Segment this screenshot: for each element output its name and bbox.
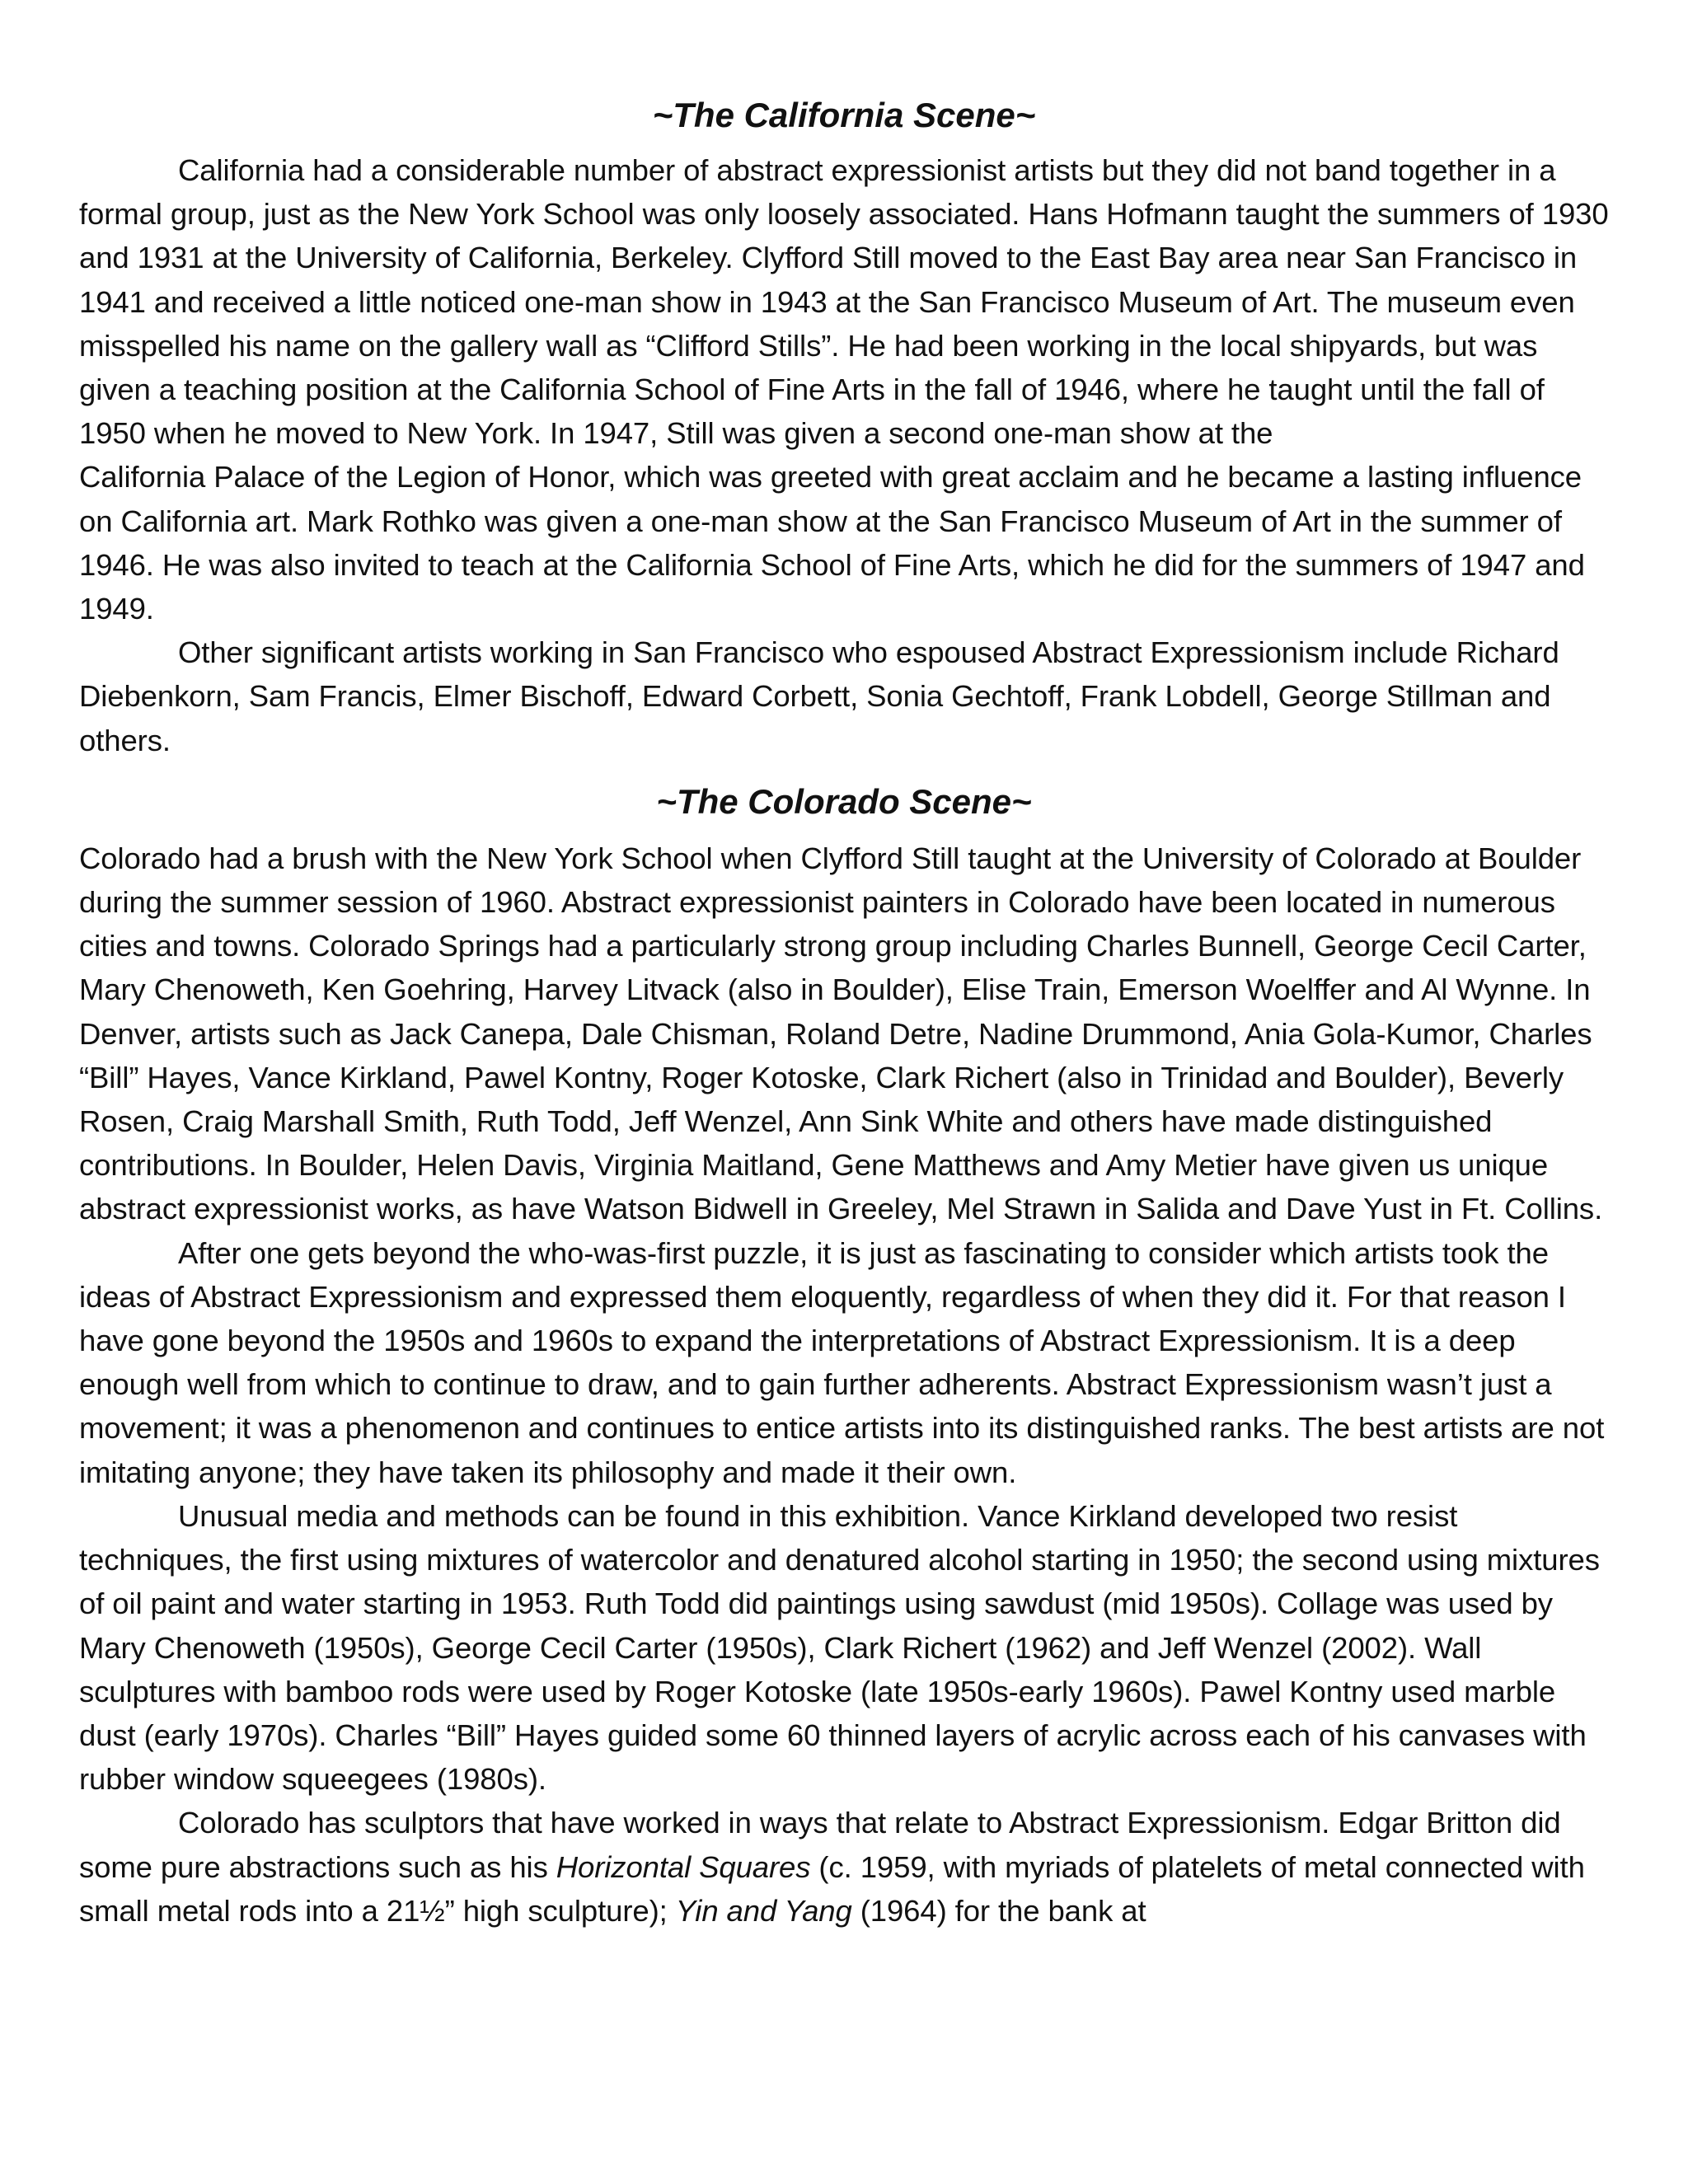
artwork-title: Horizontal Squares [556,1849,811,1884]
paragraph-text: (c. 1959, with myriads of platelets of metal connected with small metal rods into a 21½” high sculpture); [79,1849,1585,1928]
paragraph-colorado-1: Colorado had a brush with the New York School when Clyfford Still taught at the University of Colorado at Boulder during the summer session of 1960. Abstract expressionist painters in Colorado have been located in numerous cities and towns. Colorado Springs had a particularly strong group including Charles Bunnell, George Cecil Carter, Mary Chenoweth, Ken Goehring, Harvey Litvack (also in Boulder), Elise Train, Emerson Woelffer and Al Wynne. In Denver, artists such as Jack Canepa, Dale Chisman, Roland Detre, Nadine Drummond, Ania Gola-Kumor, Charles “Bill” Hayes, Vance Kirkland, Pawel Kontny, Roger Kotoske, Clark Richert (also in Trinidad and Boulder), Beverly Rosen, Craig Marshall Smith, Ruth Todd, Jeff Wenzel, Ann Sink White and others have made distinguished contributions. In Boulder, Helen Davis, Virginia Maitland, Gene Matthews and Amy Metier have given us unique abstract expressionist works, as have Watson Bidwell in Greeley, Mel Strawn in Salida and Dave Yust in Ft. Collins. [79,841,1603,1226]
paragraph-california-3: Other significant artists working in San Francisco who espoused Abstract Expressionism include Richard Diebenkorn, Sam Francis, Elmer Bischoff, Edward Corbett, Sonia Gechtoff, Frank Lobdell, George Stillman and others. [79,635,1559,757]
paragraph-california-1: California had a considerable number of abstract expressionist artists but they did not band together in a formal group, just as the New York School was only loosely associated. Hans Hofmann taught the summers of 1930 and 1931 at the University of California, Berkeley. Clyfford Still moved to the East Bay area near San Francisco in 1941 and received a little noticed one-man show in 1943 at the San Francisco Museum of Art. The museum even misspelled his name on the gallery wall as “Clifford Stills”. He had been working in the local shipyards, but was given a teaching position at the California School of Fine Arts in the fall of 1946, where he taught until the fall of 1950 when he moved to New York. In 1947, Still was given a second one-man show at the [79,153,1609,451]
paragraph-colorado-3: Unusual media and methods can be found in this exhibition. Vance Kirkland developed two resist techniques, the first using mixtures of watercolor and denatured alcohol starting in 1950; the second using mixtures of oil paint and water starting in 1953. Ruth Todd did paintings using sawdust (mid 1950s). Collage was used by Mary Chenoweth (1950s), George Cecil Carter (1950s), Clark Richert (1962) and Jeff Wenzel (2002). Wall sculptures with bamboo rods were used by Roger Kotoske (late 1950s-early 1960s). Pawel Kontny used marble dust (early 1970s). Charles “Bill” Hayes guided some 60 thinned layers of acrylic across each of his canvases with rubber window squeegees (1980s). [79,1498,1600,1797]
section-heading-colorado: ~The Colorado Scene~ [656,781,1032,821]
document-page [79,91,1609,1933]
paragraph-california-2: California Palace of the Legion of Honor, which was greeted with great acclaim and he became a lasting influence on California art. Mark Rothko was given a one-man show at the San Francisco Museum of Art in the summer of 1946. He was also invited to teach at the California School of Fine Arts, which he did for the summers of 1947 and 1949. [79,460,1585,626]
section-heading-california: ~The California Scene~ [652,96,1036,134]
paragraph-text: Colorado has sculptors that have worked in ways that relate to Abstract Expressionism. Edgar Britton did some pure abstractions such as his [79,1806,1561,1884]
paragraph-text: (1964) for the bank at [851,1893,1146,1928]
artwork-title: Yin and Yang [675,1893,852,1928]
paragraph-colorado-4 [79,1801,1609,1933]
paragraph-colorado-2: After one gets beyond the who-was-first puzzle, it is just as fascinating to consider which artists took the ideas of Abstract Expressionism and expressed them eloquently, regardless of when they did it. For that reason I have gone beyond the 1950s and 1960s to expand the interpretations of Abstract Expressionism. It is a deep enough well from which to continue to draw, and to gain further adherents. Abstract Expressionism wasn’t just a movement; it was a phenomenon and continues to entice artists into its distinguished ranks. The best artists are not imitating anyone; they have taken its philosophy and made it their own. [79,1235,1605,1489]
